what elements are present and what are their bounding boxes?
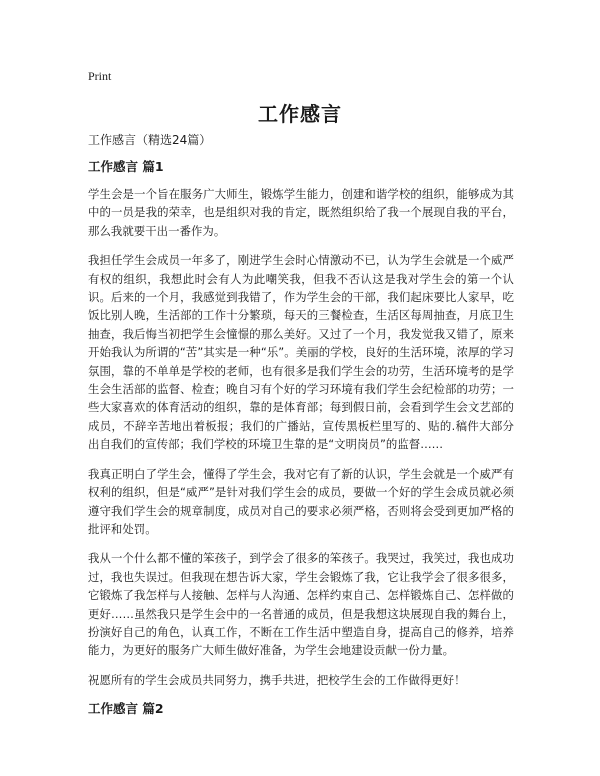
print-link[interactable]: Print [88,69,112,83]
paragraph: 我真正明白了学生会，懂得了学生会，我对它有了新的认识，学生会就是一个威严有权利的组织，但是“威严”是针对我们学生会的成员，要做一个好的学生会成员就必须遵守我们学生会的规章制度，成员对自己的要求必须严格，否则将会受到更加严格的批评和处罚。 [88,466,514,536]
paragraph: 我从一个什么都不懂的笨孩子，到学会了很多的笨孩子。我哭过，我笑过，我也成功过，我也失误过。但我现在想告诉大家，学生会锻炼了我，它让我学会了很多很多，它锻炼了我怎样与人接触、怎样与人沟通、怎样约束自己、怎样锻炼自己、怎样做的更好……虽然我只是学生会中的一名普通的成员，但是我想这块展现自我的舞台上，扮演好自己的角色，认真工作，不断在工作生活中塑造自身，提高自己的修养，培养能力，为更好的服务广大师生做好准备，为学生会地建设贡献一份力量。 [88,551,514,658]
paragraph: 祝愿所有的学生会成员共同努力，携手共进，把校学生会的工作做得更好！ [88,672,466,687]
document-title: 工作感言 [258,102,342,126]
paragraph: 我担任学生会成员一年多了，刚进学生会时心情激动不已，认为学生会就是一个威严有权的组织，我想此时会有人为此嘲笑我，但我不否认这是我对学生会的第一个认识。后来的一个月，我感觉到我错了，作为学生会的干部，我们起床要比人家早，吃饭比别人晚，生活部的工作十分繁琐，每天的三餐检查，生活区每周抽查，月底卫生抽查，我后悔当初把学生会憧憬的那么美好。又过了一个月，我发觉我又错了，原来开始我认为所谓的“苦”其实是一种“乐”。美丽的学校，良好的生活环境，浓厚的学习氛围，靠的不单单是学校的老师，也有很多是我们学生会的功劳，生活环境考的是学生会生活部的监督、检查；晚自习有个好的学习环境有我们学生会纪检部的功劳；一些大家喜欢的体育活动的组织，靠的是体育部；每到假日前，会看到学生会文艺部的成员，不辞辛苦地出着板报；我们的广播站，宣传黑板栏里写的、贴的.稿件大部分出自我们的宣传部；我们学校的环境卫生靠的是“文明岗员”的监督…… [88,253,514,452]
document-body [88,158,514,727]
section-heading: 工作感言 篇2 [88,701,164,717]
paragraph: 学生会是一个旨在服务广大师生，锻炼学生能力，创建和谐学校的组织，能够成为其中的一员是我的荣幸，也是组织对我的肯定，既然组织给了我一个展现自我的平台，那么我就要干出一番作为。 [88,187,514,238]
section-heading: 工作感言 篇1 [88,159,164,174]
document-subtitle: 工作感言（精选24篇） [88,133,212,147]
